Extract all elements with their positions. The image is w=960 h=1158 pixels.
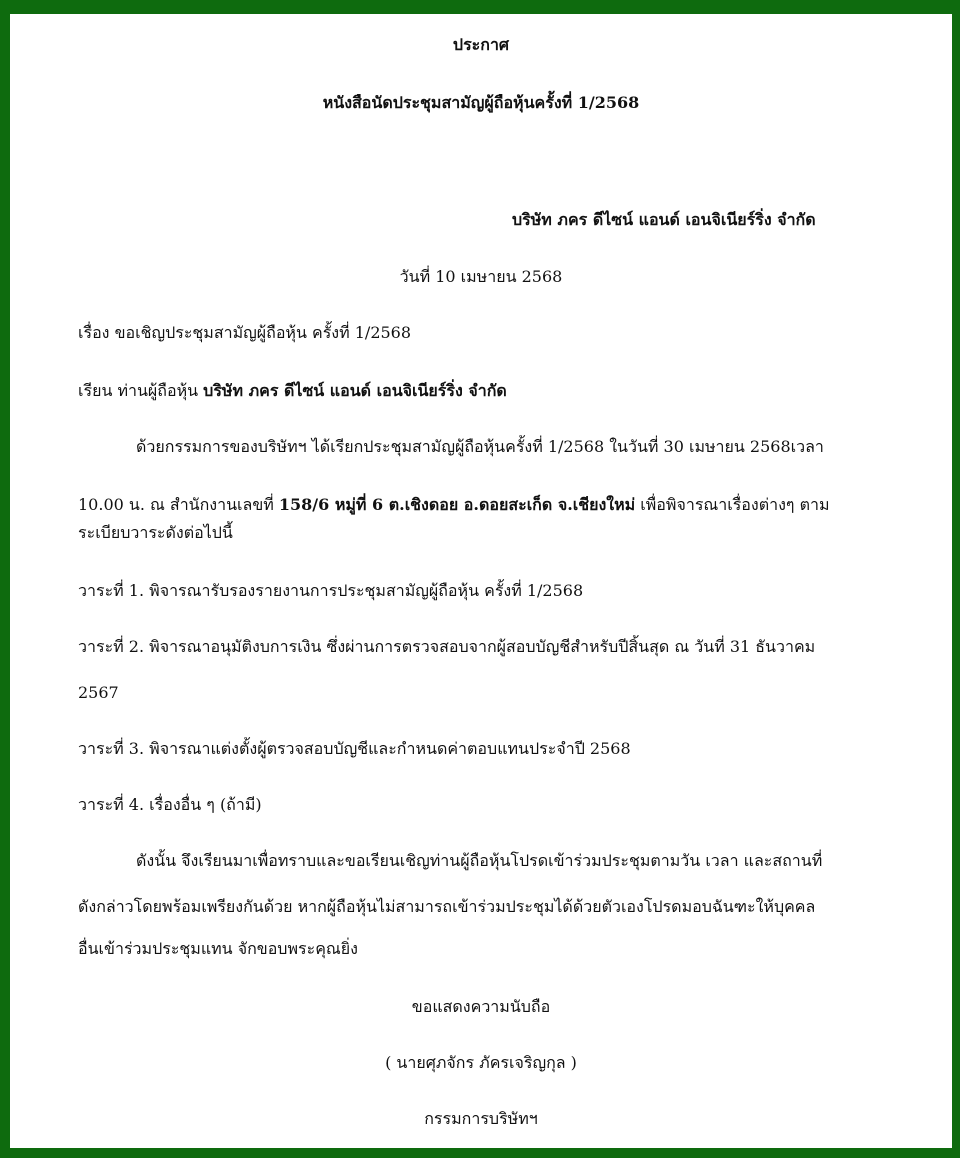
company-name: บริษัท ภคร ดีไซน์ แอนด์ เอนจิเนียร์ริ่ง จำกัด (512, 210, 816, 229)
agenda-item-4: วาระที่ 4. เรื่องอื่น ๆ (ถ้ามี) (78, 795, 262, 814)
body-line-2 (78, 494, 886, 516)
document-title: ประกาศ (452, 35, 510, 54)
body-line-2-post: เพื่อพิจารณาเรื่องต่างๆ ตาม (635, 495, 830, 514)
subject-line: เรื่อง ขอเชิญประชุมสามัญผู้ถือหุ้น ครั้งที่ 1/2568 (78, 323, 412, 342)
date-line: วันที่ 10 เมษายน 2568 (399, 267, 563, 286)
document-subtitle: หนังสือนัดประชุมสามัญผู้ถือหุ้นครั้งที่ 1/2568 (322, 93, 640, 112)
body-line-2-pre: 10.00 น. ณ สำนักงานเลขที่ (78, 495, 279, 514)
closing-line-3: อื่นเข้าร่วมประชุมแทน จักขอบพระคุณยิ่ง (78, 939, 358, 958)
recipient-line (78, 380, 886, 402)
body-line-3: ระเบียบวาระดังต่อไปนี้ (78, 523, 233, 542)
recipient-prefix: เรียน ท่านผู้ถือหุ้น (78, 381, 204, 400)
agenda-item-2-cont: 2567 (78, 683, 119, 702)
signatory-position: กรรมการบริษัทฯ (424, 1109, 538, 1128)
recipient-company: บริษัท ภคร ดีไซน์ แอนด์ เอนจิเนียร์ริ่ง จำกัด (203, 381, 507, 400)
agenda-item-3: วาระที่ 3. พิจารณาแต่งตั้งผู้ตรวจสอบบัญชีและกำหนดค่าตอบแทนประจำปี 2568 (78, 739, 631, 758)
body-line-1: ด้วยกรรมการของบริษัทฯ ได้เรียกประชุมสามัญผู้ถือหุ้นครั้งที่ 1/2568 ในวันที่ 30 เมษายน 2568เวลา (136, 437, 824, 456)
regards-line: ขอแสดงความนับถือ (411, 997, 551, 1016)
closing-line-1: ดังนั้น จึงเรียนมาเพื่อทราบและขอเรียนเชิญท่านผู้ถือหุ้นโปรดเข้าร่วมประชุมตามวัน เวลา และสถานที่ (136, 851, 823, 870)
document-page (10, 14, 952, 1148)
signatory-name: ( นายศุภจักร ภัครเจริญกุล ) (385, 1053, 577, 1072)
meeting-address: 158/6 หมู่ที่ 6 ต.เชิงดอย อ.ดอยสะเก็ด จ.เชียงใหม่ (278, 495, 636, 514)
closing-line-2: ดังกล่าวโดยพร้อมเพรียงกันด้วย หากผู้ถือหุ้นไม่สามารถเข้าร่วมประชุมได้ด้วยตัวเองโปรดมอบฉันฑะให้บุคคล (78, 897, 816, 916)
agenda-item-2: วาระที่ 2. พิจารณาอนุมัติงบการเงิน ซึ่งผ่านการตรวจสอบจากผู้สอบบัญชีสำหรับปีสิ้นสุด ณ วันที่ 31 ธันวาคม (78, 637, 816, 656)
agenda-item-1: วาระที่ 1. พิจารณารับรองรายงานการประชุมสามัญผู้ถือหุ้น ครั้งที่ 1/2568 (78, 581, 584, 600)
